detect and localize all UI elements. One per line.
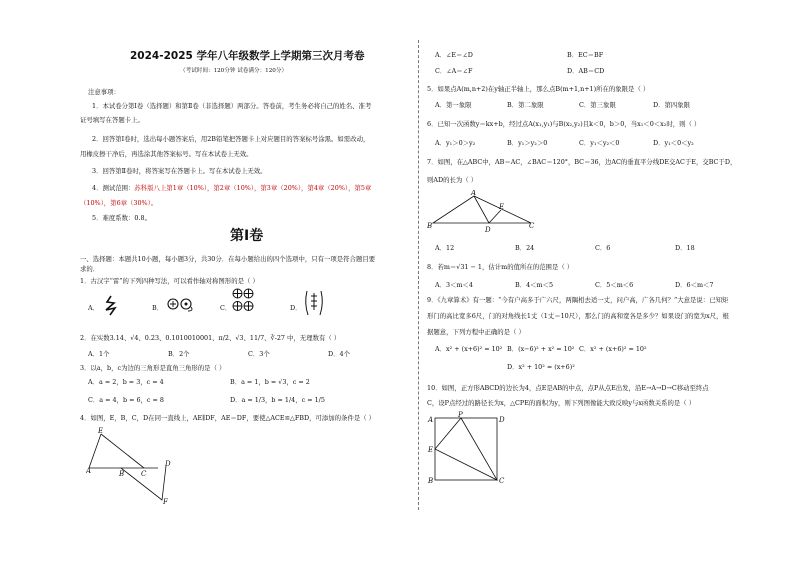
q10-point-a: A [428, 416, 434, 424]
q7-option-b[interactable]: B．24 [515, 244, 535, 252]
q10-point-p: P [458, 411, 463, 419]
q9-option-d[interactable]: D．x² + 10² = (x+6)² [507, 363, 575, 371]
q3-option-c[interactable]: C．a = 4，b = 6，c = 8 [88, 396, 164, 404]
q8-option-d[interactable]: D．6＜m＜7 [675, 281, 714, 289]
q4-point-a: A [86, 467, 92, 475]
q7-point-a: A [471, 190, 477, 197]
note-line: （10%），第6章（30%）。 [80, 199, 158, 207]
section-title: 第Ⅰ卷 [230, 228, 264, 244]
q9-stem-cont: 据题意，下列方程中正确的是（ ） [427, 328, 525, 336]
lei-glyph-a-icon [102, 294, 120, 321]
q4-point-b: B [119, 470, 125, 478]
q1-option-b[interactable] [152, 304, 163, 312]
exam-title: 2024-2025 学年八年级数学上学期第三次月考卷 [130, 50, 365, 62]
note-line: 1．本试卷分第Ⅰ卷（选择题）和第Ⅱ卷（非选择题）两部分。答卷前，考生务必将自己的姓名、准考 [92, 102, 372, 110]
q2-option-b[interactable]: B．2个 [168, 350, 190, 358]
q8-option-a[interactable]: A．3＜m＜4 [435, 281, 473, 289]
q10-stem: 10．如图，正方形ABCD的边长为4，点E是AB的中点，点P从点E出发，沿E→A→D→C移动至终点 [427, 384, 709, 392]
option-label: B． [152, 304, 164, 312]
q4-option-b[interactable]: B．EC＝BF [567, 51, 604, 59]
exam-subtitle: （考试时间：120分钟 试卷满分：120分） [180, 68, 288, 74]
notes-heading: 注意事项： [88, 88, 120, 96]
q5-option-b[interactable]: B．第二象限 [507, 101, 544, 109]
q3-option-a[interactable]: A．a = 2，b = 3，c = 4 [88, 378, 164, 386]
note-line: 用橡皮擦干净后，再选涂其他答案标号。写在本试卷上无效。 [80, 150, 253, 158]
q9-stem-cont: 形门的高比宽多6尺，门的对角线长1丈（1丈＝10尺），那么门的高和宽各是多少？如果设门的宽为x尺，根 [427, 312, 729, 320]
q5-stem: 5．如果点A(m,n+2)在y轴正半轴上，那么点B(m+1,n+1)所在的象限是（ ） [427, 85, 650, 93]
note-line: 3．回答第Ⅱ卷时，将答案写在答题卡上。写在本试卷上无效。 [92, 167, 267, 175]
q7-stem-cont: 则AD的长为（ ） [427, 176, 478, 184]
q4-figure [86, 426, 182, 506]
option-label: A． [88, 304, 100, 312]
left-column [80, 0, 412, 562]
q6-option-c[interactable]: C．y₁＜y₂＜0 [579, 139, 620, 147]
section-instructions: 求的． [80, 265, 100, 273]
q10-figure [427, 410, 507, 484]
note-line: 证号填写在答题卡上。 [80, 116, 144, 124]
q8-option-c[interactable]: C．5＜m＜6 [595, 281, 634, 289]
q1-option-a[interactable] [88, 304, 99, 312]
q2-option-c[interactable]: C．3个 [248, 350, 270, 358]
q6-option-a[interactable]: A．y₁＞0＞y₂ [435, 139, 476, 147]
q3-option-d[interactable]: D．a = 1/3，b = 1/4，c = 1/5 [230, 396, 325, 404]
q7-segment-de [489, 210, 501, 223]
note-line [92, 184, 371, 192]
option-label: C． [220, 304, 232, 312]
q9-option-a[interactable]: A．x² + (x+6)² = 10² [435, 345, 503, 353]
q7-point-d: D [485, 226, 491, 234]
q5-option-c[interactable]: C．第三象限 [579, 101, 616, 109]
section-instructions: 一、选择题：本题共10小题，每小题3分，共30分．在每小题给出的四个选项中，只有一项是符合题目要 [80, 255, 376, 263]
q9-stem: 9．《九章算术》有一题：“今有户高多于广六尺，两隅相去适一丈，问户高，广各几何？”大意是说：已知矩 [427, 296, 729, 304]
glyph-c-svg [232, 288, 254, 316]
q10-triangle-cpe [435, 418, 497, 480]
test-scope-value: 苏科版八上第1章（10%），第2章（10%），第3章（20%），第4章（20%），第5章 [134, 184, 372, 192]
lei-glyph-c-icon [232, 288, 254, 321]
q8-stem: 8．若m＝√31 − 1，估计m的值所在的范围是（ ） [427, 263, 574, 271]
q10-point-d: D [499, 416, 505, 424]
glyph-a-svg [102, 294, 120, 316]
q5-option-a[interactable]: A．第一象限 [435, 101, 472, 109]
q4-option-a[interactable]: A．∠E＝∠D [435, 51, 473, 59]
q7-point-e: E [499, 203, 505, 211]
q5-option-d[interactable]: D．第四象限 [653, 101, 691, 109]
option-label: D． [290, 304, 302, 312]
q6-stem: 6．已知一次函数y＝kx+b，经过点A(x₁,y₁)与B(x₂,y₂)且k＜0，b＞0，当x₁＜0＜x₂时，则（ ） [427, 120, 701, 128]
q4-point-d: D [165, 460, 171, 468]
q10-point-e: E [428, 446, 434, 454]
q7-point-c: C [529, 222, 535, 230]
right-column [427, 0, 737, 562]
q4-point-c: C [141, 470, 147, 478]
q7-stem: 7．如图，在△ABC中，AB＝AC，∠BAC＝120°，BC＝36，边AC的垂直平分线DE交AC于E，交BC于D， [427, 158, 737, 166]
q2-option-a[interactable]: A．1个 [88, 350, 110, 358]
q2-stem: 2．在实数3.14、√4、0.23、0.1010010001、π/2、√3、11/7、∛-27 中，无理数有（ ） [80, 334, 341, 342]
q1-option-c[interactable] [220, 304, 231, 312]
q3-option-b[interactable]: B．a = 1，b = √3，c = 2 [230, 378, 310, 386]
q4-stem: 4．如图，E，B，C，D在同一直线上，AE∥DF，AE＝DF，要使△ACE≌△FBD，可添加的条件是（ ） [80, 414, 376, 422]
note-line: 2．回答第Ⅰ卷时，选出每小题答案后，用2B铅笔把答题卡上对应题目的答案标号涂黑。如需改动， [92, 135, 370, 143]
column-divider [418, 40, 419, 510]
q4-point-f: F [163, 498, 168, 506]
q7-point-b: B [427, 222, 433, 230]
lei-glyph-d-icon [302, 288, 326, 323]
q7-triangle-abc [433, 196, 531, 223]
q1-option-d[interactable] [290, 304, 302, 312]
q4-option-c[interactable]: C．∠A＝∠F [435, 67, 473, 75]
note-line: 5．难度系数：0.8。 [92, 214, 151, 222]
q7-figure [427, 190, 537, 236]
q9-option-b[interactable]: B．(x−6)² + x² = 10² [507, 345, 575, 353]
q3-stem: 3．以a，b，c为边的三角形是直角三角形的是（ ） [80, 364, 226, 372]
q7-option-a[interactable]: A．12 [435, 244, 455, 252]
q6-option-b[interactable]: B．y₁＞y₂＞0 [507, 139, 548, 147]
test-scope-label: 4．测试范围： [92, 184, 135, 192]
q4-option-d[interactable]: D．AB＝CD [567, 67, 605, 75]
q9-option-c[interactable]: C．x² + (x+6)² = 10² [579, 345, 647, 353]
q6-option-d[interactable]: D．y₁＜0＜y₂ [653, 139, 694, 147]
q4-point-e: E [98, 427, 104, 435]
q7-option-c[interactable]: C．6 [595, 244, 611, 252]
q10-stem-cont: C，设P点经过的路径长为x，△CPE的面积为y，则下列图像能大致反映y与x函数关系的是（ ） [427, 399, 696, 407]
q2-option-d[interactable]: D．4个 [328, 350, 350, 358]
q4-line-e-c [101, 434, 144, 468]
q8-option-b[interactable]: B．4＜m＜5 [515, 281, 554, 289]
q4-line-e-a [89, 434, 158, 468]
q1-stem: 1．古汉字“雷”的下列四种写法，可以看作轴对称图形的是（ ） [80, 277, 259, 285]
q7-option-d[interactable]: D．18 [675, 244, 695, 252]
q10-point-b: B [428, 477, 434, 484]
glyph-b-svg [166, 295, 196, 313]
q10-point-c: C [499, 477, 505, 484]
lei-glyph-b-icon [166, 295, 196, 318]
glyph-d-svg [302, 288, 326, 318]
q7-segment-ad [474, 196, 489, 223]
